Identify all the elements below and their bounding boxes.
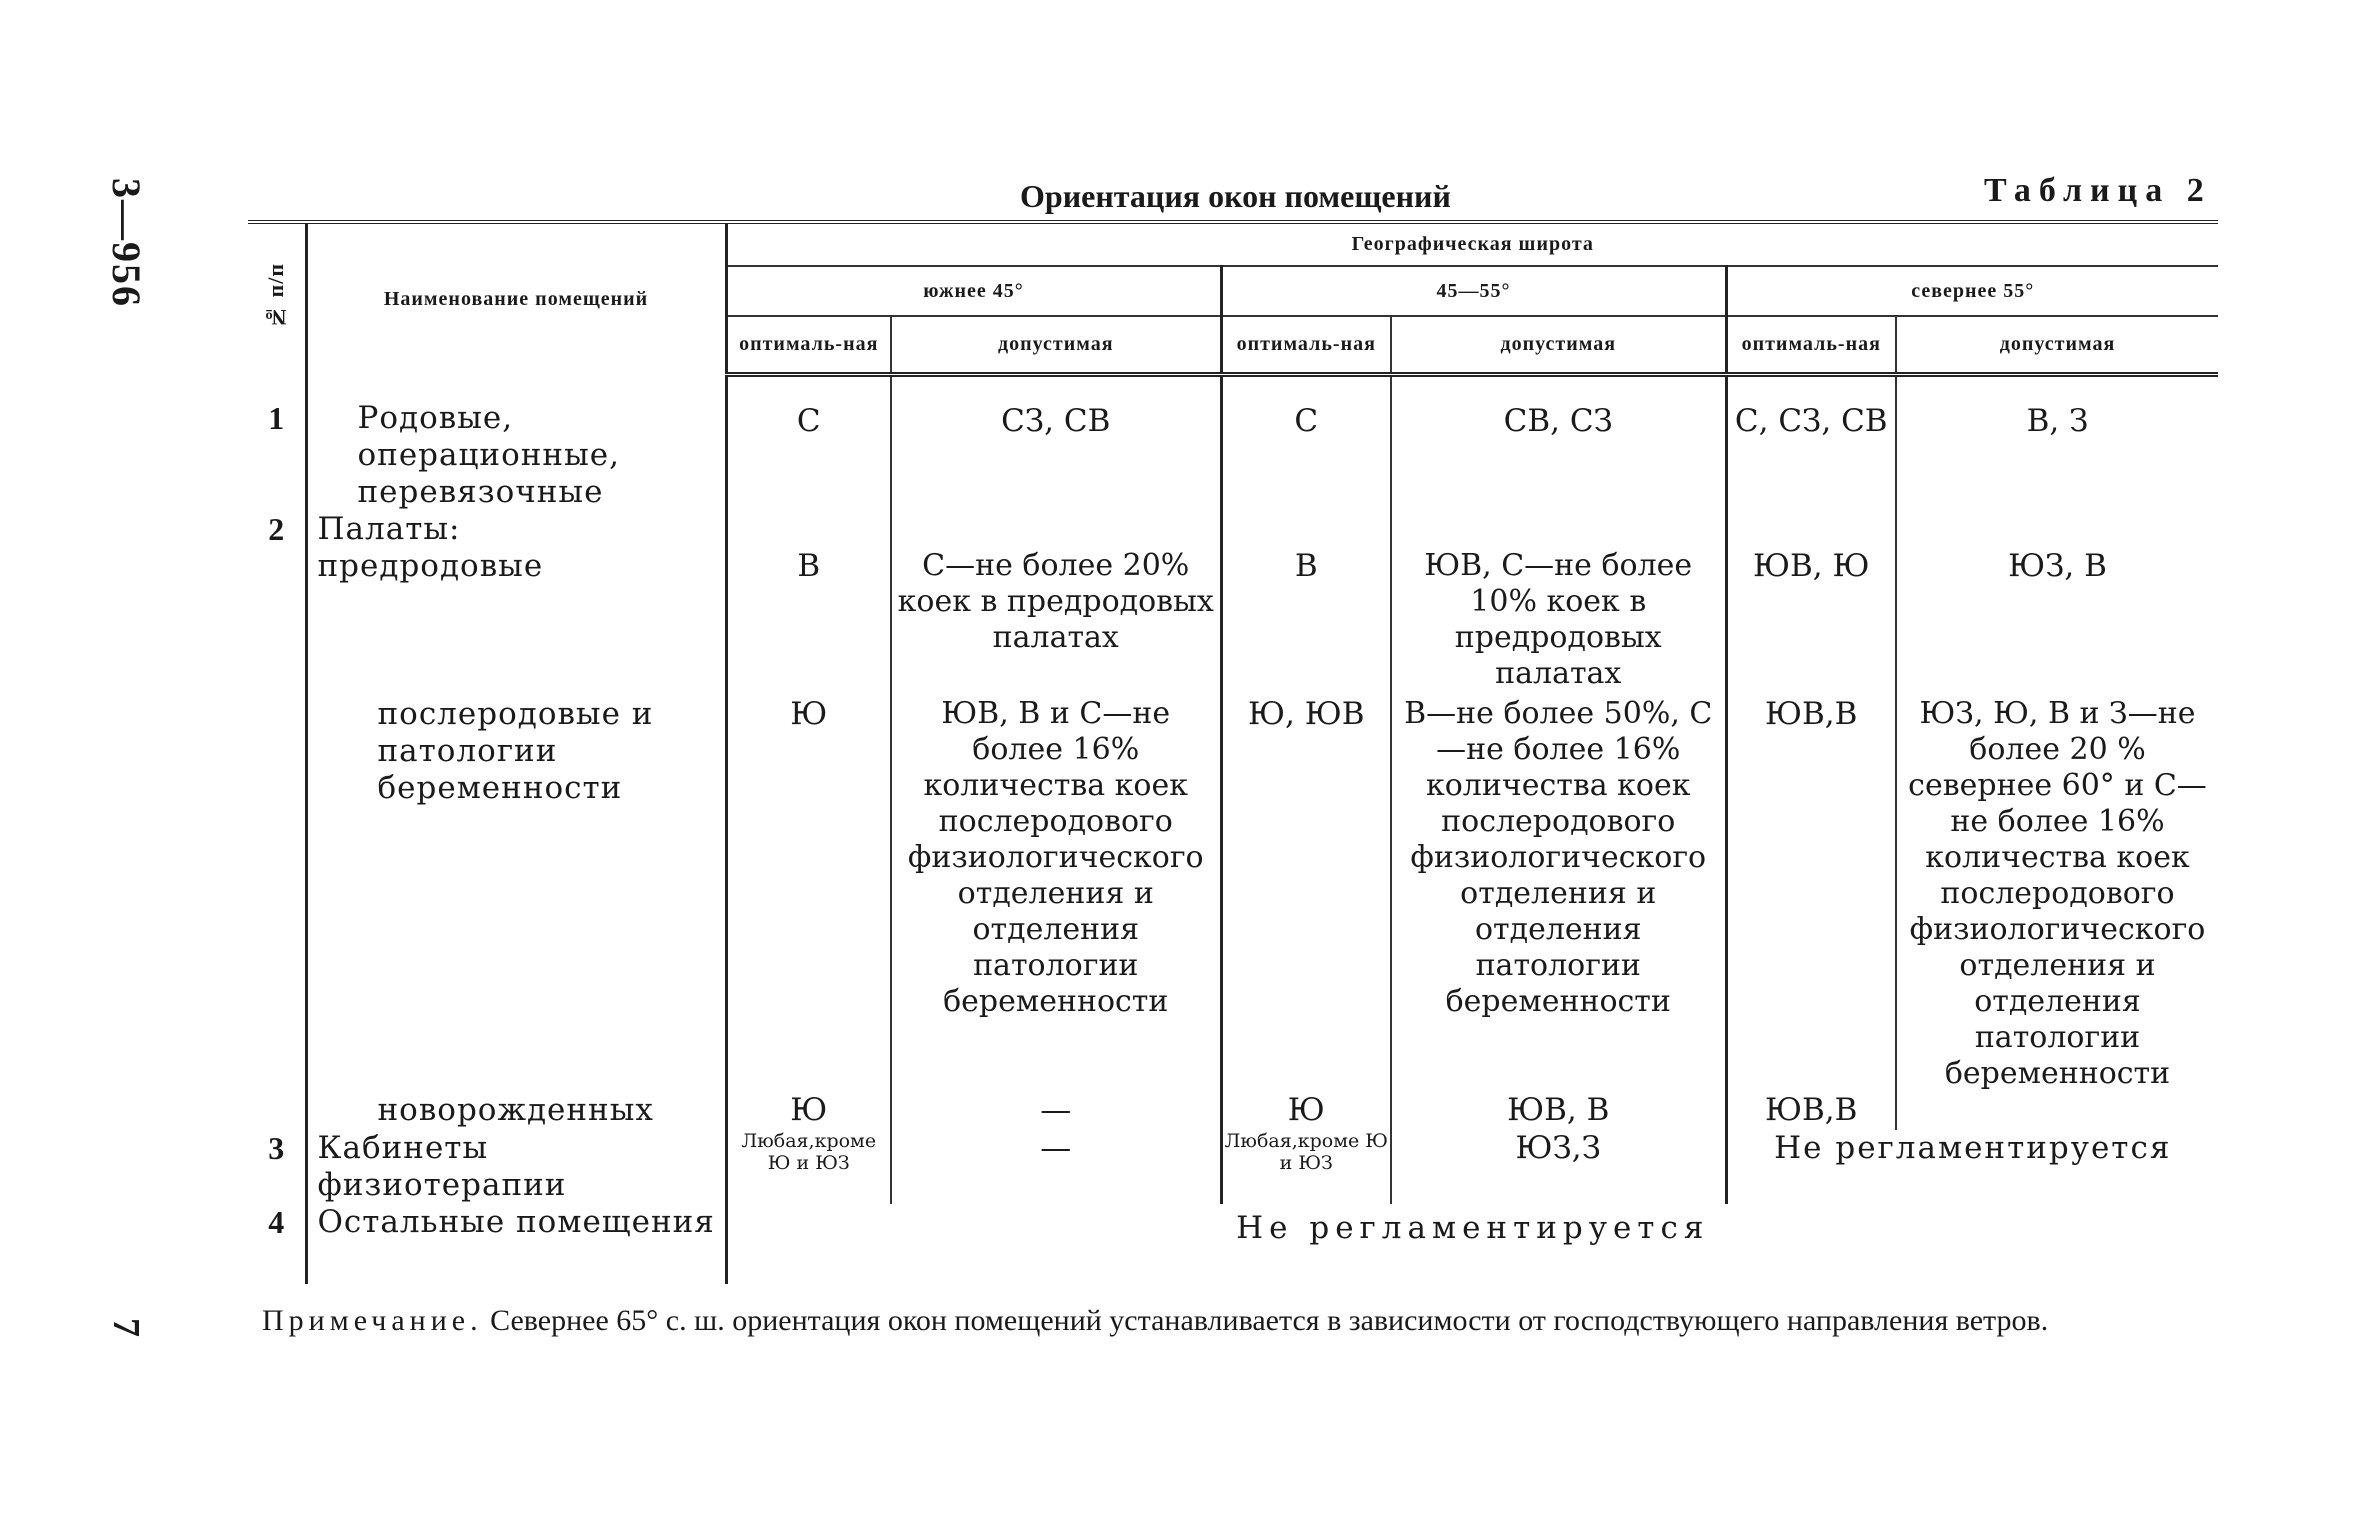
cell-value: В, З: [1896, 374, 2218, 511]
table-label: Таблица 2: [1984, 172, 2212, 209]
header-optimal: оптималь-ная: [1726, 316, 1896, 374]
cell-value: В: [1221, 511, 1391, 696]
cell-value: Ю: [1221, 1092, 1391, 1130]
header-optimal: оптималь-ная: [726, 316, 891, 374]
cell-value: —: [891, 1130, 1221, 1204]
header-num: № п/п: [248, 222, 306, 374]
cell-value: СЗ, СВ: [891, 374, 1221, 511]
cell-value: Ю: [726, 1092, 891, 1130]
table-row: [248, 511, 2218, 696]
cell-value: СВ, СЗ: [1391, 374, 1726, 511]
row-number: 4: [268, 1204, 285, 1240]
cell-value: В: [726, 511, 891, 696]
cell-value: Ю: [726, 696, 891, 1092]
row-number: 2: [268, 511, 285, 547]
cell-not-regulated: Не регламентируется: [726, 1204, 2218, 1284]
room-name: Родовые, операционные, перевязочные: [306, 374, 726, 511]
cell-value: ЮВ, В и С—не более 16% количества коек послеродового физиологического отделения и отделения патологии беременности: [891, 696, 1221, 1092]
table-row: [248, 1204, 2218, 1284]
cell-value: ЮВ,В: [1726, 1092, 1896, 1130]
cell-value: —: [891, 1092, 1221, 1130]
table-row: [248, 1092, 2218, 1130]
cell-value: [1896, 1092, 2218, 1130]
cell-value: ЮЗ,З: [1391, 1130, 1726, 1204]
room-name: Кабинеты физиотерапии: [306, 1130, 726, 1204]
table-row: [248, 696, 2218, 1092]
row-number: [248, 696, 306, 1092]
table-row: [248, 1130, 2218, 1204]
cell-value: ЮВ, С—не более 10% коек в предродовых палатах: [1391, 511, 1726, 696]
header-zone-middle: 45—55°: [1221, 266, 1726, 316]
row-number: [248, 1092, 306, 1130]
cell-value: ЮВ, Ю: [1726, 511, 1896, 696]
cell-value: С, СЗ, СВ: [1726, 374, 1896, 511]
cell-value: Любая,кроме Ю и ЮЗ: [1221, 1130, 1391, 1204]
table-caption: [0, 168, 2362, 216]
cell-value: Ю, ЮВ: [1221, 696, 1391, 1092]
room-name: новорожденных: [306, 1092, 726, 1130]
table-title: Ориентация окон помещений: [1020, 178, 1451, 214]
cell-value: ЮЗ, Ю, В и З—не более 20 % севернее 60° и С—не более 16% количества коек послеродового физиологического отделения и отделения патологии беременности: [1896, 696, 2218, 1092]
orientation-table: [248, 220, 2218, 1284]
header-name: Наименование помещений: [306, 222, 726, 374]
cell-value: В—не более 50%, С—не более 16% количества коек послеродового физиологического отделения и отделения патологии беременности: [1391, 696, 1726, 1092]
row-number: 1: [268, 400, 285, 436]
cell-value: С—не более 20% коек в предродовых палатах: [891, 511, 1221, 696]
cell-value: Любая,кроме Ю и ЮЗ: [726, 1130, 891, 1204]
page-number: 7: [105, 1318, 147, 1337]
header-zone-north: севернее 55°: [1726, 266, 2218, 316]
cell-not-regulated: Не регламентируется: [1726, 1130, 2218, 1204]
row-number: 3: [268, 1130, 285, 1166]
cell-value: С: [726, 374, 891, 511]
room-name: Остальные помещения: [306, 1204, 726, 1284]
header-acceptable: допустимая: [1896, 316, 2218, 374]
cell-value: С: [1221, 374, 1391, 511]
document-code: 3—956: [104, 178, 149, 308]
room-name: Палаты: предродовые: [306, 511, 726, 696]
header-acceptable: допустимая: [1391, 316, 1726, 374]
table-row: [248, 374, 2218, 511]
cell-value: ЮВ, В: [1391, 1092, 1726, 1130]
cell-value: ЮЗ, В: [1896, 511, 2218, 696]
header-optimal: оптималь-ная: [1221, 316, 1391, 374]
note-label: Примечание.: [262, 1304, 483, 1337]
note-text: Севернее 65° с. ш. ориентация окон помещений устанавливается в зависимости от господствующего направления ветров.: [490, 1304, 2049, 1337]
room-name: послеродовые и патологии беременности: [306, 696, 726, 1092]
cell-value: ЮВ,В: [1726, 696, 1896, 1092]
header-latitude: Географическая широта: [726, 222, 2218, 266]
header-zone-south: южнее 45°: [726, 266, 1221, 316]
table-note: [262, 1300, 2212, 1342]
header-acceptable: допустимая: [891, 316, 1221, 374]
